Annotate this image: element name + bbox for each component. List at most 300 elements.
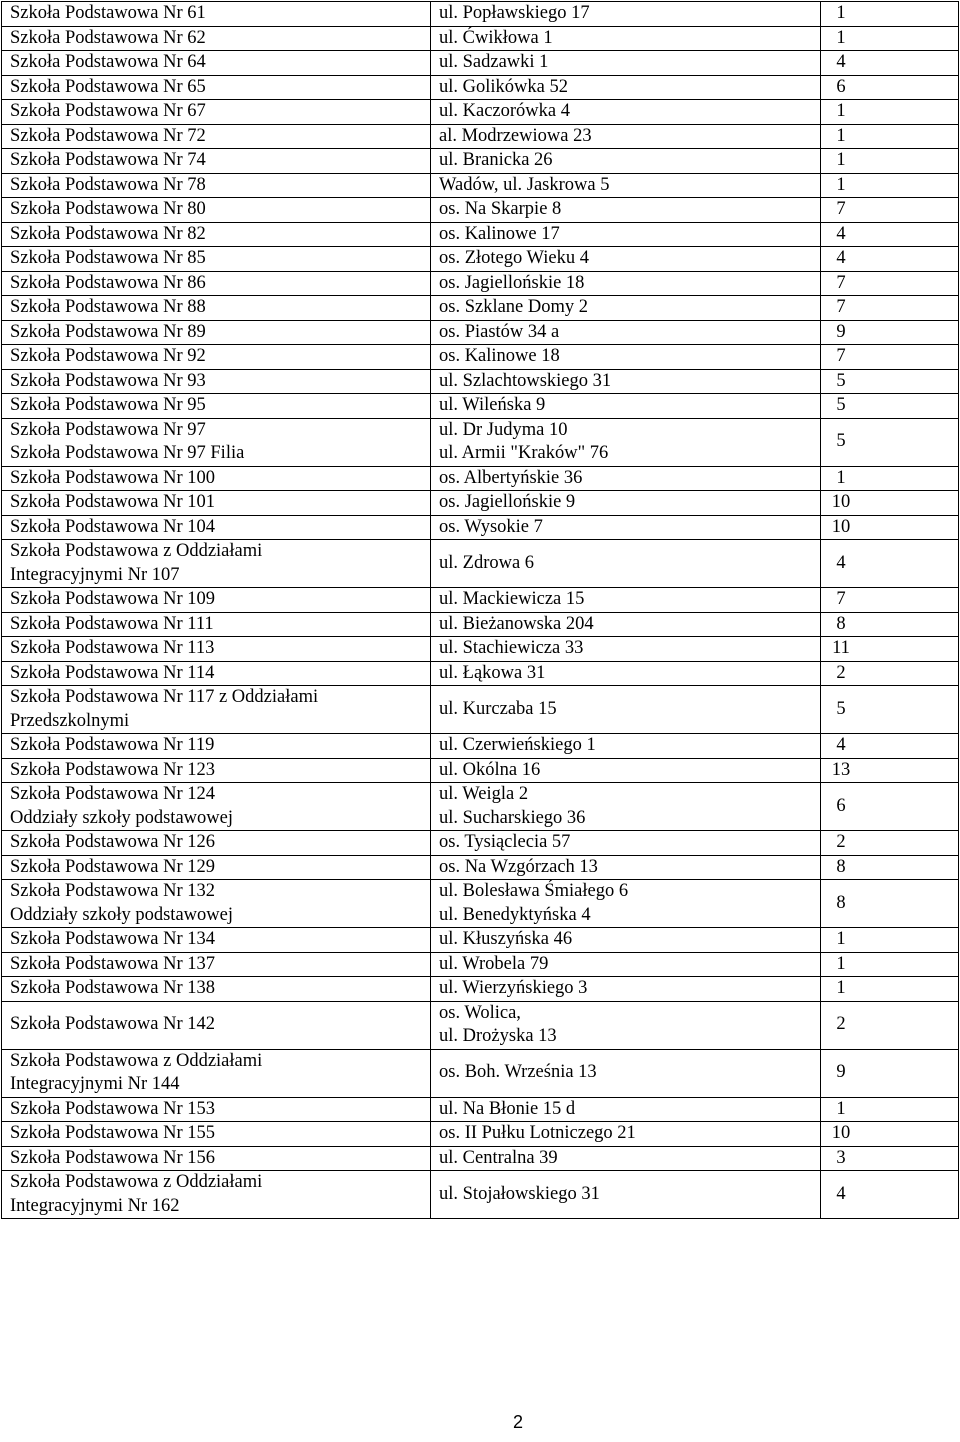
count-value: 1 — [836, 1098, 846, 1119]
school-name-cell — [2, 1097, 431, 1122]
count-cell — [821, 612, 959, 637]
count-cell — [821, 758, 959, 783]
count-value: 4 — [836, 552, 846, 573]
school-address: ul. Benedyktyńska 4 — [439, 904, 591, 925]
school-address-cell — [431, 758, 821, 783]
school-address: ul. Kaczorówka 4 — [439, 101, 570, 121]
school-name: Szkoła Podstawowa Nr 134 — [10, 929, 216, 949]
table-row — [2, 51, 959, 76]
school-name: Szkoła Podstawowa Nr 92 — [10, 346, 206, 366]
count-cell — [821, 124, 959, 149]
count-value: 5 — [836, 395, 846, 415]
count-cell — [821, 2, 959, 27]
count-cell — [821, 734, 959, 759]
school-name: Szkoła Podstawowa Nr 104 — [10, 516, 216, 537]
school-address: ul. Dr Judyma 10 — [439, 419, 568, 440]
school-name: Szkoła Podstawowa Nr 95 — [10, 395, 206, 415]
table-row — [2, 855, 959, 880]
school-address: os. Szklane Domy 2 — [439, 297, 589, 317]
school-name: Szkoła Podstawowa z Oddziałami — [10, 541, 263, 561]
school-name-cell — [2, 612, 431, 637]
count-cell — [821, 686, 959, 734]
school-address: ul. Sadzawki 1 — [439, 52, 549, 72]
count-value: 5 — [836, 698, 846, 719]
school-name-cell — [2, 345, 431, 370]
school-address: ul. Szlachtowskiego 31 — [439, 370, 612, 391]
school-name-cell — [2, 952, 431, 977]
school-address: os. Piastów 34 a — [439, 321, 560, 342]
school-address-cell — [431, 345, 821, 370]
table-row — [2, 394, 959, 419]
page-number: 2 — [512, 1412, 523, 1432]
count-value: 1 — [836, 929, 846, 949]
table-row — [2, 686, 959, 734]
school-address: os. Tysiąclecia 57 — [439, 832, 571, 852]
school-address-cell — [431, 783, 821, 831]
school-address-cell — [431, 515, 821, 540]
count-cell — [821, 394, 959, 419]
school-address-cell — [431, 369, 821, 394]
table-row — [2, 1171, 959, 1219]
school-address-cell — [431, 296, 821, 321]
school-name: Oddziały szkoły podstawowej — [10, 807, 233, 828]
count-cell — [821, 100, 959, 125]
school-name-cell — [2, 758, 431, 783]
count-value: 9 — [836, 1062, 846, 1083]
school-address: ul. Popławskiego 17 — [439, 3, 590, 23]
school-name: Szkoła Podstawowa Nr 132 — [10, 881, 216, 901]
count-value: 1 — [836, 467, 846, 488]
school-address-cell — [431, 1097, 821, 1122]
table-row — [2, 320, 959, 345]
school-name-cell — [2, 2, 431, 27]
table-row — [2, 758, 959, 783]
school-name: Szkoła Podstawowa z Oddziałami — [10, 1172, 263, 1192]
school-name: Szkoła Podstawowa Nr 113 — [10, 638, 215, 658]
school-address: ul. Ćwikłowa 1 — [439, 27, 553, 48]
count-value: 4 — [836, 52, 846, 72]
count-cell — [821, 198, 959, 223]
school-address-cell — [431, 51, 821, 76]
table-row — [2, 661, 959, 686]
school-address-cell — [431, 247, 821, 272]
table-row — [2, 124, 959, 149]
table-row — [2, 783, 959, 831]
school-address: ul. Zdrowa 6 — [439, 552, 535, 573]
count-value: 13 — [831, 759, 851, 780]
school-address: ul. Weigla 2 — [439, 784, 529, 804]
school-name: Szkoła Podstawowa Nr 123 — [10, 759, 216, 780]
count-cell — [821, 831, 959, 856]
count-value: 4 — [836, 223, 846, 244]
school-address-cell — [431, 952, 821, 977]
table-row — [2, 1001, 959, 1049]
school-name: Szkoła Podstawowa Nr 74 — [10, 150, 206, 170]
table-row — [2, 345, 959, 370]
count-cell — [821, 149, 959, 174]
count-value: 1 — [836, 3, 846, 23]
school-name-cell — [2, 320, 431, 345]
school-address: os. Kalinowe 17 — [439, 223, 560, 244]
school-address: ul. Golikówka 52 — [439, 76, 568, 97]
school-name: Integracyjnymi Nr 107 — [10, 564, 180, 585]
school-name-cell — [2, 124, 431, 149]
count-value: 10 — [831, 516, 851, 537]
count-value: 4 — [836, 735, 846, 755]
count-value: 3 — [836, 1147, 846, 1168]
school-address-cell — [431, 173, 821, 198]
table-row — [2, 952, 959, 977]
school-address: ul. Armii "Kraków" 76 — [439, 443, 609, 463]
count-value: 7 — [836, 272, 846, 293]
school-address-cell — [431, 1171, 821, 1219]
count-cell — [821, 369, 959, 394]
school-name: Szkoła Podstawowa Nr 80 — [10, 199, 206, 219]
school-name: Szkoła Podstawowa Nr 67 — [10, 101, 206, 121]
table-row — [2, 100, 959, 125]
count-cell — [821, 661, 959, 686]
school-address-cell — [431, 75, 821, 100]
table-row — [2, 149, 959, 174]
school-name-cell — [2, 394, 431, 419]
school-name-cell — [2, 26, 431, 51]
count-value: 2 — [836, 1014, 846, 1035]
school-name: Szkoła Podstawowa Nr 97 Filia — [10, 443, 245, 463]
school-name: Szkoła Podstawowa Nr 111 — [10, 613, 214, 634]
count-cell — [821, 1049, 959, 1097]
school-name: Szkoła Podstawowa Nr 85 — [10, 248, 206, 268]
school-address: ul. Na Błonie 15 d — [439, 1098, 576, 1119]
school-name: Szkoła Podstawowa Nr 114 — [10, 662, 215, 683]
school-name-cell — [2, 100, 431, 125]
school-name-cell — [2, 198, 431, 223]
school-address: ul. Wierzyńskiego 3 — [439, 978, 588, 998]
count-cell — [821, 783, 959, 831]
school-name: Oddziały szkoły podstawowej — [10, 904, 233, 925]
school-name-cell — [2, 1146, 431, 1171]
school-name: Szkoła Podstawowa Nr 93 — [10, 370, 206, 391]
school-name-cell — [2, 588, 431, 613]
school-name: Szkoła Podstawowa Nr 61 — [10, 3, 206, 23]
count-value: 1 — [836, 101, 846, 121]
school-name: Szkoła Podstawowa Nr 62 — [10, 27, 206, 48]
school-name-cell — [2, 296, 431, 321]
school-address: os. Wolica, — [439, 1002, 521, 1023]
table-row — [2, 612, 959, 637]
count-cell — [821, 26, 959, 51]
school-address: os. Wysokie 7 — [439, 516, 543, 537]
count-value: 6 — [836, 76, 846, 97]
school-name-cell — [2, 75, 431, 100]
count-cell — [821, 271, 959, 296]
school-address: ul. Wileńska 9 — [439, 395, 546, 415]
table-row — [2, 2, 959, 27]
school-address: ul. Okólna 16 — [439, 759, 541, 780]
school-address-cell — [431, 1146, 821, 1171]
school-address-cell — [431, 491, 821, 516]
count-value: 8 — [836, 613, 846, 634]
school-name: Szkoła Podstawowa Nr 65 — [10, 76, 206, 97]
table-row — [2, 540, 959, 588]
table-row — [2, 928, 959, 953]
count-value: 5 — [836, 431, 846, 452]
school-address: ul. Stachiewicza 33 — [439, 638, 584, 658]
school-address-cell — [431, 26, 821, 51]
school-address: os. Boh. Września 13 — [439, 1062, 597, 1083]
school-name: Szkoła Podstawowa Nr 109 — [10, 589, 216, 609]
table-row — [2, 296, 959, 321]
school-name-cell — [2, 1049, 431, 1097]
school-address-cell — [431, 198, 821, 223]
school-name-cell — [2, 637, 431, 662]
school-name-cell — [2, 928, 431, 953]
school-address-cell — [431, 466, 821, 491]
count-cell — [821, 418, 959, 466]
school-name: Integracyjnymi Nr 144 — [10, 1074, 180, 1094]
school-address-cell — [431, 831, 821, 856]
school-address-cell — [431, 271, 821, 296]
school-address-cell — [431, 149, 821, 174]
school-name: Szkoła Podstawowa Nr 156 — [10, 1147, 216, 1168]
table-row — [2, 26, 959, 51]
school-name-cell — [2, 466, 431, 491]
school-name: Szkoła Podstawowa Nr 100 — [10, 467, 216, 488]
school-name: Szkoła Podstawowa Nr 142 — [10, 1014, 216, 1035]
count-cell — [821, 1122, 959, 1147]
school-name-cell — [2, 686, 431, 734]
count-cell — [821, 1146, 959, 1171]
table-row — [2, 588, 959, 613]
school-address-cell — [431, 394, 821, 419]
school-address-cell — [431, 588, 821, 613]
school-address-cell — [431, 418, 821, 466]
count-value: 10 — [831, 1123, 851, 1143]
schools-table — [1, 1, 959, 1219]
school-address: os. II Pułku Lotniczego 21 — [439, 1123, 636, 1143]
school-name-cell — [2, 491, 431, 516]
school-address-cell — [431, 540, 821, 588]
school-name: Szkoła Podstawowa Nr 78 — [10, 174, 206, 195]
school-address-cell — [431, 637, 821, 662]
count-value: 1 — [836, 978, 846, 998]
table-row — [2, 247, 959, 272]
table-row — [2, 637, 959, 662]
school-name: Szkoła Podstawowa z Oddziałami — [10, 1050, 263, 1071]
table-row — [2, 1097, 959, 1122]
count-cell — [821, 466, 959, 491]
count-cell — [821, 491, 959, 516]
school-name: Szkoła Podstawowa Nr 129 — [10, 856, 216, 877]
school-address-cell — [431, 2, 821, 27]
school-address: ul. Czerwieńskiego 1 — [439, 735, 596, 755]
school-name-cell — [2, 1171, 431, 1219]
school-name: Szkoła Podstawowa Nr 119 — [10, 735, 215, 755]
count-value: 7 — [836, 297, 846, 317]
table-row — [2, 1049, 959, 1097]
school-address: os. Na Skarpie 8 — [439, 199, 562, 219]
school-name: Szkoła Podstawowa Nr 124 — [10, 784, 216, 804]
count-value: 1 — [836, 150, 846, 170]
school-address-cell — [431, 320, 821, 345]
count-cell — [821, 296, 959, 321]
count-value: 9 — [836, 321, 846, 342]
count-cell — [821, 320, 959, 345]
school-name: Szkoła Podstawowa Nr 126 — [10, 832, 216, 852]
school-address: os. Albertyńskie 36 — [439, 467, 583, 488]
school-name: Szkoła Podstawowa Nr 138 — [10, 978, 216, 998]
table-row — [2, 734, 959, 759]
schools-table-body — [2, 2, 959, 1219]
school-address: al. Modrzewiowa 23 — [439, 125, 592, 146]
school-address: os. Jagiellońskie 9 — [439, 492, 576, 512]
count-value: 1 — [836, 953, 846, 974]
count-cell — [821, 1001, 959, 1049]
count-cell — [821, 247, 959, 272]
school-address-cell — [431, 686, 821, 734]
count-cell — [821, 855, 959, 880]
count-cell — [821, 515, 959, 540]
count-cell — [821, 173, 959, 198]
count-value: 7 — [836, 589, 846, 609]
school-name-cell — [2, 51, 431, 76]
school-address-cell — [431, 1122, 821, 1147]
count-cell — [821, 1171, 959, 1219]
school-address: ul. Łąkowa 31 — [439, 662, 546, 683]
school-name-cell — [2, 855, 431, 880]
count-value: 4 — [836, 1183, 846, 1204]
table-row — [2, 880, 959, 928]
school-address-cell — [431, 612, 821, 637]
table-row — [2, 222, 959, 247]
school-address-cell — [431, 928, 821, 953]
school-address: ul. Stojałowskiego 31 — [439, 1183, 600, 1204]
school-name: Szkoła Podstawowa Nr 64 — [10, 52, 206, 72]
school-address: ul. Bolesława Śmiałego 6 — [439, 881, 629, 901]
table-row — [2, 173, 959, 198]
count-cell — [821, 952, 959, 977]
school-address-cell — [431, 977, 821, 1002]
count-value: 6 — [836, 795, 846, 816]
school-address: ul. Mackiewicza 15 — [439, 589, 585, 609]
count-value: 7 — [836, 346, 846, 366]
school-name-cell — [2, 880, 431, 928]
school-name-cell — [2, 418, 431, 466]
school-name: Integracyjnymi Nr 162 — [10, 1195, 180, 1216]
table-row — [2, 491, 959, 516]
table-row — [2, 1122, 959, 1147]
school-name: Szkoła Podstawowa Nr 101 — [10, 492, 216, 512]
count-value: 4 — [836, 248, 846, 268]
school-name: Szkoła Podstawowa Nr 153 — [10, 1098, 216, 1119]
school-address: ul. Sucharskiego 36 — [439, 807, 586, 828]
school-name: Szkoła Podstawowa Nr 88 — [10, 297, 206, 317]
school-name-cell — [2, 661, 431, 686]
school-name-cell — [2, 831, 431, 856]
school-name-cell — [2, 247, 431, 272]
school-address-cell — [431, 880, 821, 928]
school-address: ul. Branicka 26 — [439, 150, 553, 170]
school-name-cell — [2, 734, 431, 759]
school-address: ul. Centralna 39 — [439, 1147, 558, 1168]
school-name: Przedszkolnymi — [10, 710, 130, 731]
school-address: os. Na Wzgórzach 13 — [439, 856, 598, 877]
count-cell — [821, 345, 959, 370]
school-address-cell — [431, 734, 821, 759]
count-value: 1 — [836, 174, 846, 195]
school-name: Szkoła Podstawowa Nr 72 — [10, 125, 206, 146]
school-address-cell — [431, 100, 821, 125]
school-name: Szkoła Podstawowa Nr 155 — [10, 1123, 216, 1143]
count-cell — [821, 540, 959, 588]
count-value: 1 — [836, 125, 846, 146]
school-name: Szkoła Podstawowa Nr 86 — [10, 272, 206, 293]
count-value: 10 — [831, 492, 851, 512]
count-value: 2 — [836, 662, 846, 683]
count-cell — [821, 222, 959, 247]
count-cell — [821, 977, 959, 1002]
school-address: ul. Kurczaba 15 — [439, 698, 557, 719]
count-value: 2 — [836, 832, 846, 852]
table-row — [2, 418, 959, 466]
school-address-cell — [431, 222, 821, 247]
school-address: Wadów, ul. Jaskrowa 5 — [439, 174, 610, 195]
table-row — [2, 466, 959, 491]
count-cell — [821, 1097, 959, 1122]
table-row — [2, 271, 959, 296]
school-name: Szkoła Podstawowa Nr 82 — [10, 223, 206, 244]
school-address: os. Złotego Wieku 4 — [439, 248, 589, 268]
school-name-cell — [2, 540, 431, 588]
school-name-cell — [2, 173, 431, 198]
table-row — [2, 977, 959, 1002]
count-value: 5 — [836, 370, 846, 391]
school-address-cell — [431, 124, 821, 149]
school-address: os. Kalinowe 18 — [439, 346, 560, 366]
school-name-cell — [2, 783, 431, 831]
school-name-cell — [2, 1001, 431, 1049]
count-cell — [821, 75, 959, 100]
school-address: ul. Kłuszyńska 46 — [439, 929, 573, 949]
school-name-cell — [2, 271, 431, 296]
count-cell — [821, 880, 959, 928]
school-name-cell — [2, 977, 431, 1002]
table-row — [2, 1146, 959, 1171]
school-name: Szkoła Podstawowa Nr 137 — [10, 953, 216, 974]
table-row — [2, 75, 959, 100]
school-name-cell — [2, 222, 431, 247]
count-value: 8 — [836, 856, 846, 877]
school-name-cell — [2, 369, 431, 394]
school-address-cell — [431, 661, 821, 686]
table-row — [2, 198, 959, 223]
school-address: ul. Bieżanowska 204 — [439, 613, 594, 634]
school-name: Szkoła Podstawowa Nr 117 z Oddziałami — [10, 687, 319, 707]
school-address: ul. Wrobela 79 — [439, 953, 549, 974]
school-name: Szkoła Podstawowa Nr 97 — [10, 419, 206, 440]
school-name-cell — [2, 1122, 431, 1147]
school-name-cell — [2, 149, 431, 174]
count-value: 11 — [832, 638, 850, 658]
school-address: os. Jagiellońskie 18 — [439, 272, 585, 293]
school-address-cell — [431, 1049, 821, 1097]
count-cell — [821, 637, 959, 662]
table-row — [2, 515, 959, 540]
table-row — [2, 831, 959, 856]
count-value: 7 — [836, 199, 846, 219]
count-value: 1 — [836, 27, 846, 48]
table-row — [2, 369, 959, 394]
count-cell — [821, 588, 959, 613]
